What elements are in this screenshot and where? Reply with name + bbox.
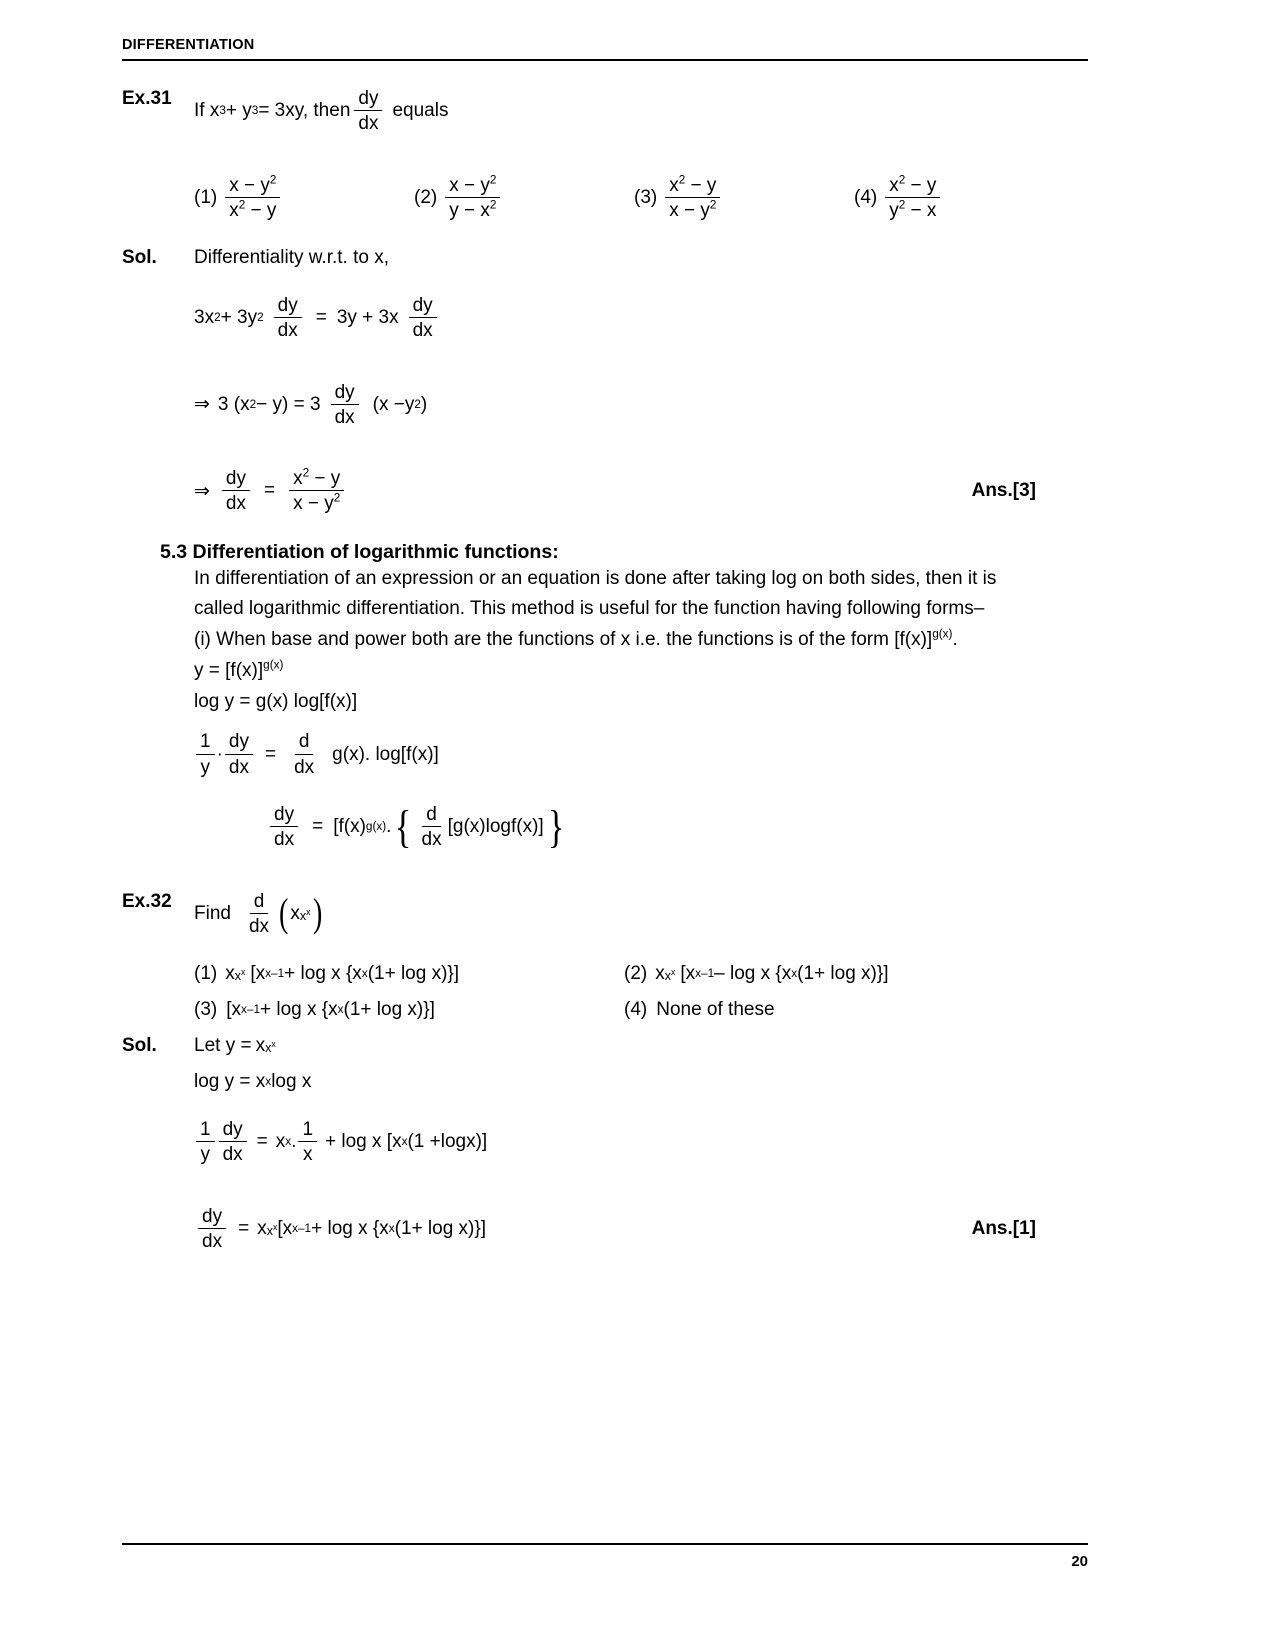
den-text: x − y (669, 199, 710, 221)
ex31-option-1[interactable] (194, 175, 414, 222)
step1-dydx (219, 1119, 247, 1166)
para-line3-pre: (i) When base and power both are the functions of x i.e. the functions is of the form [f(x)] (194, 629, 933, 651)
eq-y-pre: y = [f(x)] (194, 659, 264, 681)
fraction-denominator (445, 198, 500, 221)
ex31-sol-label: Sol. (122, 247, 157, 269)
num-text: x (293, 468, 303, 490)
num-exponent: 2 (678, 173, 686, 187)
num-text: x − y (449, 174, 490, 196)
option-lead-base: x (225, 963, 235, 985)
sol-let-pre: Let y = (194, 1035, 252, 1057)
option-fraction (445, 175, 500, 222)
para-line3-post: . (952, 629, 958, 651)
fraction-numerator: dy (198, 1206, 226, 1229)
ex31-question (122, 88, 1088, 135)
fraction-denominator: dx (228, 756, 249, 778)
ex32-sol-let (194, 1035, 1088, 1057)
fraction-numerator (289, 468, 344, 491)
den-exponent: 2 (238, 198, 246, 212)
fraction-denominator (665, 198, 720, 221)
ex31-sol-intro: Differentiality w.r.t. to x, (194, 247, 390, 269)
ex31-dydx-fraction (354, 88, 382, 135)
ex31-q-mid: + y (225, 100, 252, 122)
step2-c: (x −y (372, 393, 415, 415)
ex32-sol-log: log y = x x log x (194, 1071, 312, 1093)
fraction-denominator: x (302, 1144, 313, 1166)
ex31-step-1: 3x 2 + 3y 2 $\frac{dy}{dx}$ = 3y + 3x $\frac{dy}{dx}$ (194, 295, 1088, 342)
fraction-numerator: 1 (196, 731, 215, 754)
num-text: x (669, 174, 679, 196)
ex32-solution (122, 1035, 1088, 1252)
fraction-denominator: y (200, 756, 211, 778)
fraction-denominator: dx (294, 756, 315, 778)
section-eq-3 (194, 731, 1088, 778)
section-para-line-1: In differentiation of an expression or an equation is done after taking log on both sides, then it is (194, 567, 997, 589)
ex32-question-text (194, 891, 1088, 938)
brace-close: } (547, 801, 565, 853)
option-body-post: (1+ log x)}] (797, 963, 889, 985)
ex32-option-4[interactable] (624, 999, 775, 1021)
paren-open: ( (279, 890, 289, 936)
eq4-pre: [f(x) (333, 816, 366, 838)
section-para-line-3 (194, 625, 1088, 656)
step1-tail: + log x [x (325, 1131, 402, 1153)
fraction-numerator: d (422, 804, 441, 827)
option-tag: (4) (854, 186, 878, 208)
section-eq-4: $\frac{dy}{dx}$ = [f(x) g(x) . { $\frac{d}{dx}$ [g(x)logf(x)] } (194, 804, 1088, 851)
eq3-dydx (225, 731, 253, 778)
fraction-numerator: dy (225, 731, 253, 754)
step2-body-mid: + log x {x (311, 1217, 389, 1239)
fraction-numerator: dy (331, 382, 359, 405)
fraction-denominator (885, 198, 940, 221)
ex31-q-post: equals (392, 100, 449, 122)
sol-let-exp-nested: x (271, 1038, 276, 1049)
option-body-pre: [x (226, 999, 242, 1021)
num-exponent: 2 (302, 466, 310, 480)
ex31-option-2[interactable] (414, 175, 634, 222)
step1-c: 3y + 3x (336, 307, 399, 329)
fraction-numerator: dy (270, 804, 298, 827)
ex31-q-mid2: = 3xy, then (258, 100, 351, 122)
step1-dydx-left (274, 295, 302, 342)
fraction-denominator: dx (274, 829, 295, 851)
den-exponent: 2 (333, 492, 341, 506)
num-text: x (889, 174, 899, 196)
step1-b: + 3y (220, 307, 258, 329)
den-tail: − x (905, 199, 937, 221)
ex32-arg-exponent: x (299, 908, 307, 923)
section-body (122, 564, 1088, 851)
brace-open: { (395, 801, 412, 853)
page-header (122, 38, 1088, 61)
ex32-label: Ex.32 (122, 890, 172, 912)
eq3-equals: = (264, 743, 277, 765)
option-plain-text: None of these (656, 999, 775, 1021)
fraction-denominator (225, 198, 280, 221)
num-exponent: 2 (489, 173, 497, 187)
step2-a: 3 (x (217, 393, 250, 415)
ex31-answer: Ans.[3] (971, 480, 1036, 502)
num-text: x − y (229, 174, 270, 196)
step3-arrow: ⇒ (194, 480, 210, 502)
ex32-step-1: $\frac{1}{y}$ $\frac{dy}{dx}$ = x x . $\frac{1}{x}$ + log x [x x (1 +logx)] (194, 1119, 1088, 1166)
step1-dot: . (291, 1131, 297, 1153)
den-exponent: 2 (898, 198, 906, 212)
option-lead-exp-nested: x (241, 966, 246, 977)
eq3-dot: · (216, 743, 223, 765)
ex32-options-row-2 (194, 999, 1088, 1021)
footer-divider (122, 1543, 1088, 1545)
step3-dydx (222, 468, 250, 515)
den-text: x (229, 199, 239, 221)
fraction-numerator (885, 175, 940, 198)
option-body-pre: [x (680, 963, 696, 985)
section-para-line-2: called logarithmic differentiation. This method is useful for the function having following forms– (194, 598, 985, 620)
den-tail: − y (245, 199, 277, 221)
fraction-numerator: dy (222, 468, 250, 491)
section-5-3 (122, 541, 1088, 564)
ex32-arg-exponent-nested: x (306, 906, 311, 917)
fraction-numerator: d (295, 731, 314, 754)
fraction-denominator: dx (248, 915, 270, 937)
fraction-numerator: 1 (196, 1119, 215, 1142)
num-exponent: 2 (269, 173, 277, 187)
page-number: 20 (1071, 1553, 1088, 1570)
ex32-option-3[interactable]: (3) [x x–1 + log x {x x (1+ log x)}] (194, 999, 435, 1021)
num-tail: − y (905, 174, 937, 196)
eq4-d-dx (418, 804, 446, 851)
step2-body-post: (1+ log x)}] (394, 1217, 486, 1239)
step1-one-over-y (196, 1119, 215, 1166)
section-heading: 5.3 Differentiation of logarithmic functions: (160, 540, 559, 563)
den-text: y (889, 199, 899, 221)
eq3-one-over-y (196, 731, 215, 778)
option-body-mid: – log x {x (714, 963, 792, 985)
step2-base-exp: x (266, 1223, 273, 1238)
section-eq-y (194, 656, 1088, 687)
sol-let-exp: x (265, 1041, 272, 1056)
eq4-inner: [g(x)logf(x)] (447, 816, 544, 838)
option-tag: (2) (414, 186, 438, 208)
ex31-step-3-row (194, 468, 1088, 515)
paren-close: ) (312, 890, 322, 936)
option-lead-exp: x (664, 969, 671, 984)
option-body-post: (1+ log x)}] (343, 999, 435, 1021)
ex32-step-2-row (194, 1206, 1088, 1253)
header-divider (122, 59, 1088, 61)
fraction-denominator: dx (277, 320, 298, 342)
ex31-q-pre: If x (194, 100, 220, 122)
option-lead-exp-nested: x (671, 966, 676, 977)
ex32-find: Find (194, 902, 231, 924)
header-title: DIFFERENTIATION (122, 37, 255, 53)
option-body-pre: [x (250, 963, 266, 985)
ex31-step-3 (194, 468, 348, 515)
option-fraction (665, 175, 720, 222)
fraction-numerator (665, 175, 720, 198)
option-body-mid: + log x {x (260, 999, 338, 1021)
fraction-numerator: dy (219, 1119, 247, 1142)
ex32-options (122, 963, 1088, 1021)
step2-equals: = (238, 1217, 250, 1239)
fraction-denominator: dx (412, 320, 433, 342)
page-footer (122, 1543, 1088, 1570)
den-exponent: 2 (709, 198, 717, 212)
fraction-numerator (225, 175, 280, 198)
fraction-numerator: dy (409, 295, 437, 318)
step1-a: x (275, 1131, 286, 1153)
eq3-d-dx (290, 731, 318, 778)
den-text: y − x (449, 199, 490, 221)
step1-equals: = (315, 307, 327, 329)
den-text: x − y (293, 493, 334, 515)
den-exponent: 2 (489, 198, 497, 212)
ex31-label: Ex.31 (122, 88, 172, 109)
page-content (122, 88, 1088, 1252)
eq3-tail: g(x). log[f(x)] (332, 743, 439, 765)
option-fraction (885, 175, 940, 222)
fraction-denominator: dx (225, 493, 246, 515)
ex31-step-2: ⇒ 3 (x 2 − y) = 3 $\frac{dy}{dx}$ (x −y 2 ) (194, 381, 428, 428)
ex32-option-1[interactable]: (1) x $x^x$ [x x–1 + log x {x x (1+ log x)}] (194, 963, 460, 985)
fraction-numerator: d (250, 891, 269, 914)
option-body-post: (1+ log x)}] (367, 963, 460, 985)
step1-equals: = (256, 1131, 268, 1153)
step2-base-exp-nested: x (272, 1221, 278, 1232)
eq-y-exponent: g(x) (263, 658, 284, 672)
ex31-options (122, 175, 1088, 222)
option-tag: (1) (194, 186, 218, 208)
step2-c-tail: ) (420, 393, 428, 415)
sol-log-pre: log y = x (194, 1071, 266, 1093)
ex32-options-row-1 (194, 963, 1088, 985)
step3-equals: = (264, 480, 276, 502)
step2-dydx (331, 382, 359, 429)
step1-one-over-x (298, 1119, 317, 1166)
step1-dydx-right (409, 295, 437, 342)
num-tail: − y (309, 468, 341, 490)
fraction-denominator: dx (421, 829, 442, 851)
step1-tail-post: (1 +logx)] (407, 1131, 488, 1153)
eq4-equals: = (312, 816, 324, 838)
option-tag: (3) (194, 999, 218, 1021)
step1-a: 3x (194, 307, 215, 329)
fraction-denominator: dx (358, 113, 379, 135)
ex32-option-2[interactable]: (2) x $x^x$ [x x–1 – log x {x x (1+ log x)}] (624, 963, 889, 985)
step3-result-fraction (289, 468, 344, 515)
sol-let-base: x (255, 1035, 266, 1057)
fraction-denominator: dx (202, 1230, 223, 1252)
fraction-denominator: dx (222, 1144, 243, 1166)
ex32-answer: Ans.[1] (971, 1217, 1036, 1239)
ex32-arg-base: x (290, 902, 300, 924)
step2-base: x (257, 1217, 267, 1239)
step2-arrow: ⇒ (194, 394, 210, 416)
ex31-solution (122, 247, 1088, 515)
option-body-mid: + log x {x (284, 963, 362, 985)
ex32-d-dx (245, 891, 273, 938)
eq4-dydx (270, 804, 298, 851)
fraction-denominator (289, 491, 344, 514)
step2-b: − y) = 3 (256, 393, 321, 415)
para-line3-exponent: g(x) (932, 627, 953, 641)
option-fraction (225, 175, 280, 222)
ex31-option-4[interactable] (854, 175, 944, 222)
fraction-numerator: dy (354, 88, 382, 111)
option-tag: (3) (634, 186, 658, 208)
section-eq-log: log y = g(x) log[f(x)] (194, 690, 358, 712)
option-tag: (1) (194, 963, 218, 985)
fraction-numerator (445, 175, 500, 198)
num-exponent: 2 (898, 173, 906, 187)
fraction-denominator: dx (334, 406, 355, 428)
option-tag: (2) (624, 963, 648, 985)
ex32-step-2: $\frac{dy}{dx}$ = x $x^x$ [x x–1 + log x {x x (1+ log x)}] (194, 1206, 486, 1253)
ex31-option-3[interactable] (634, 175, 854, 222)
ex32-question (122, 891, 1088, 938)
step2-dydx (198, 1206, 226, 1253)
fraction-numerator: dy (274, 295, 302, 318)
num-tail: − y (685, 174, 717, 196)
eq4-pre-tail: . (386, 816, 392, 838)
fraction-numerator: 1 (298, 1119, 317, 1142)
ex31-question-text: If x 3 + y 3 = 3xy, then $\frac{dy}{dx}$ equals (194, 88, 449, 135)
option-lead-base: x (655, 963, 665, 985)
sol-log-post: log x (271, 1071, 312, 1093)
ex32-sol-label: Sol. (122, 1035, 157, 1057)
option-tag: (4) (624, 999, 648, 1021)
option-lead-exp: x (234, 969, 241, 984)
fraction-denominator: y (200, 1144, 211, 1166)
step2-body-pre: [x (277, 1217, 293, 1239)
